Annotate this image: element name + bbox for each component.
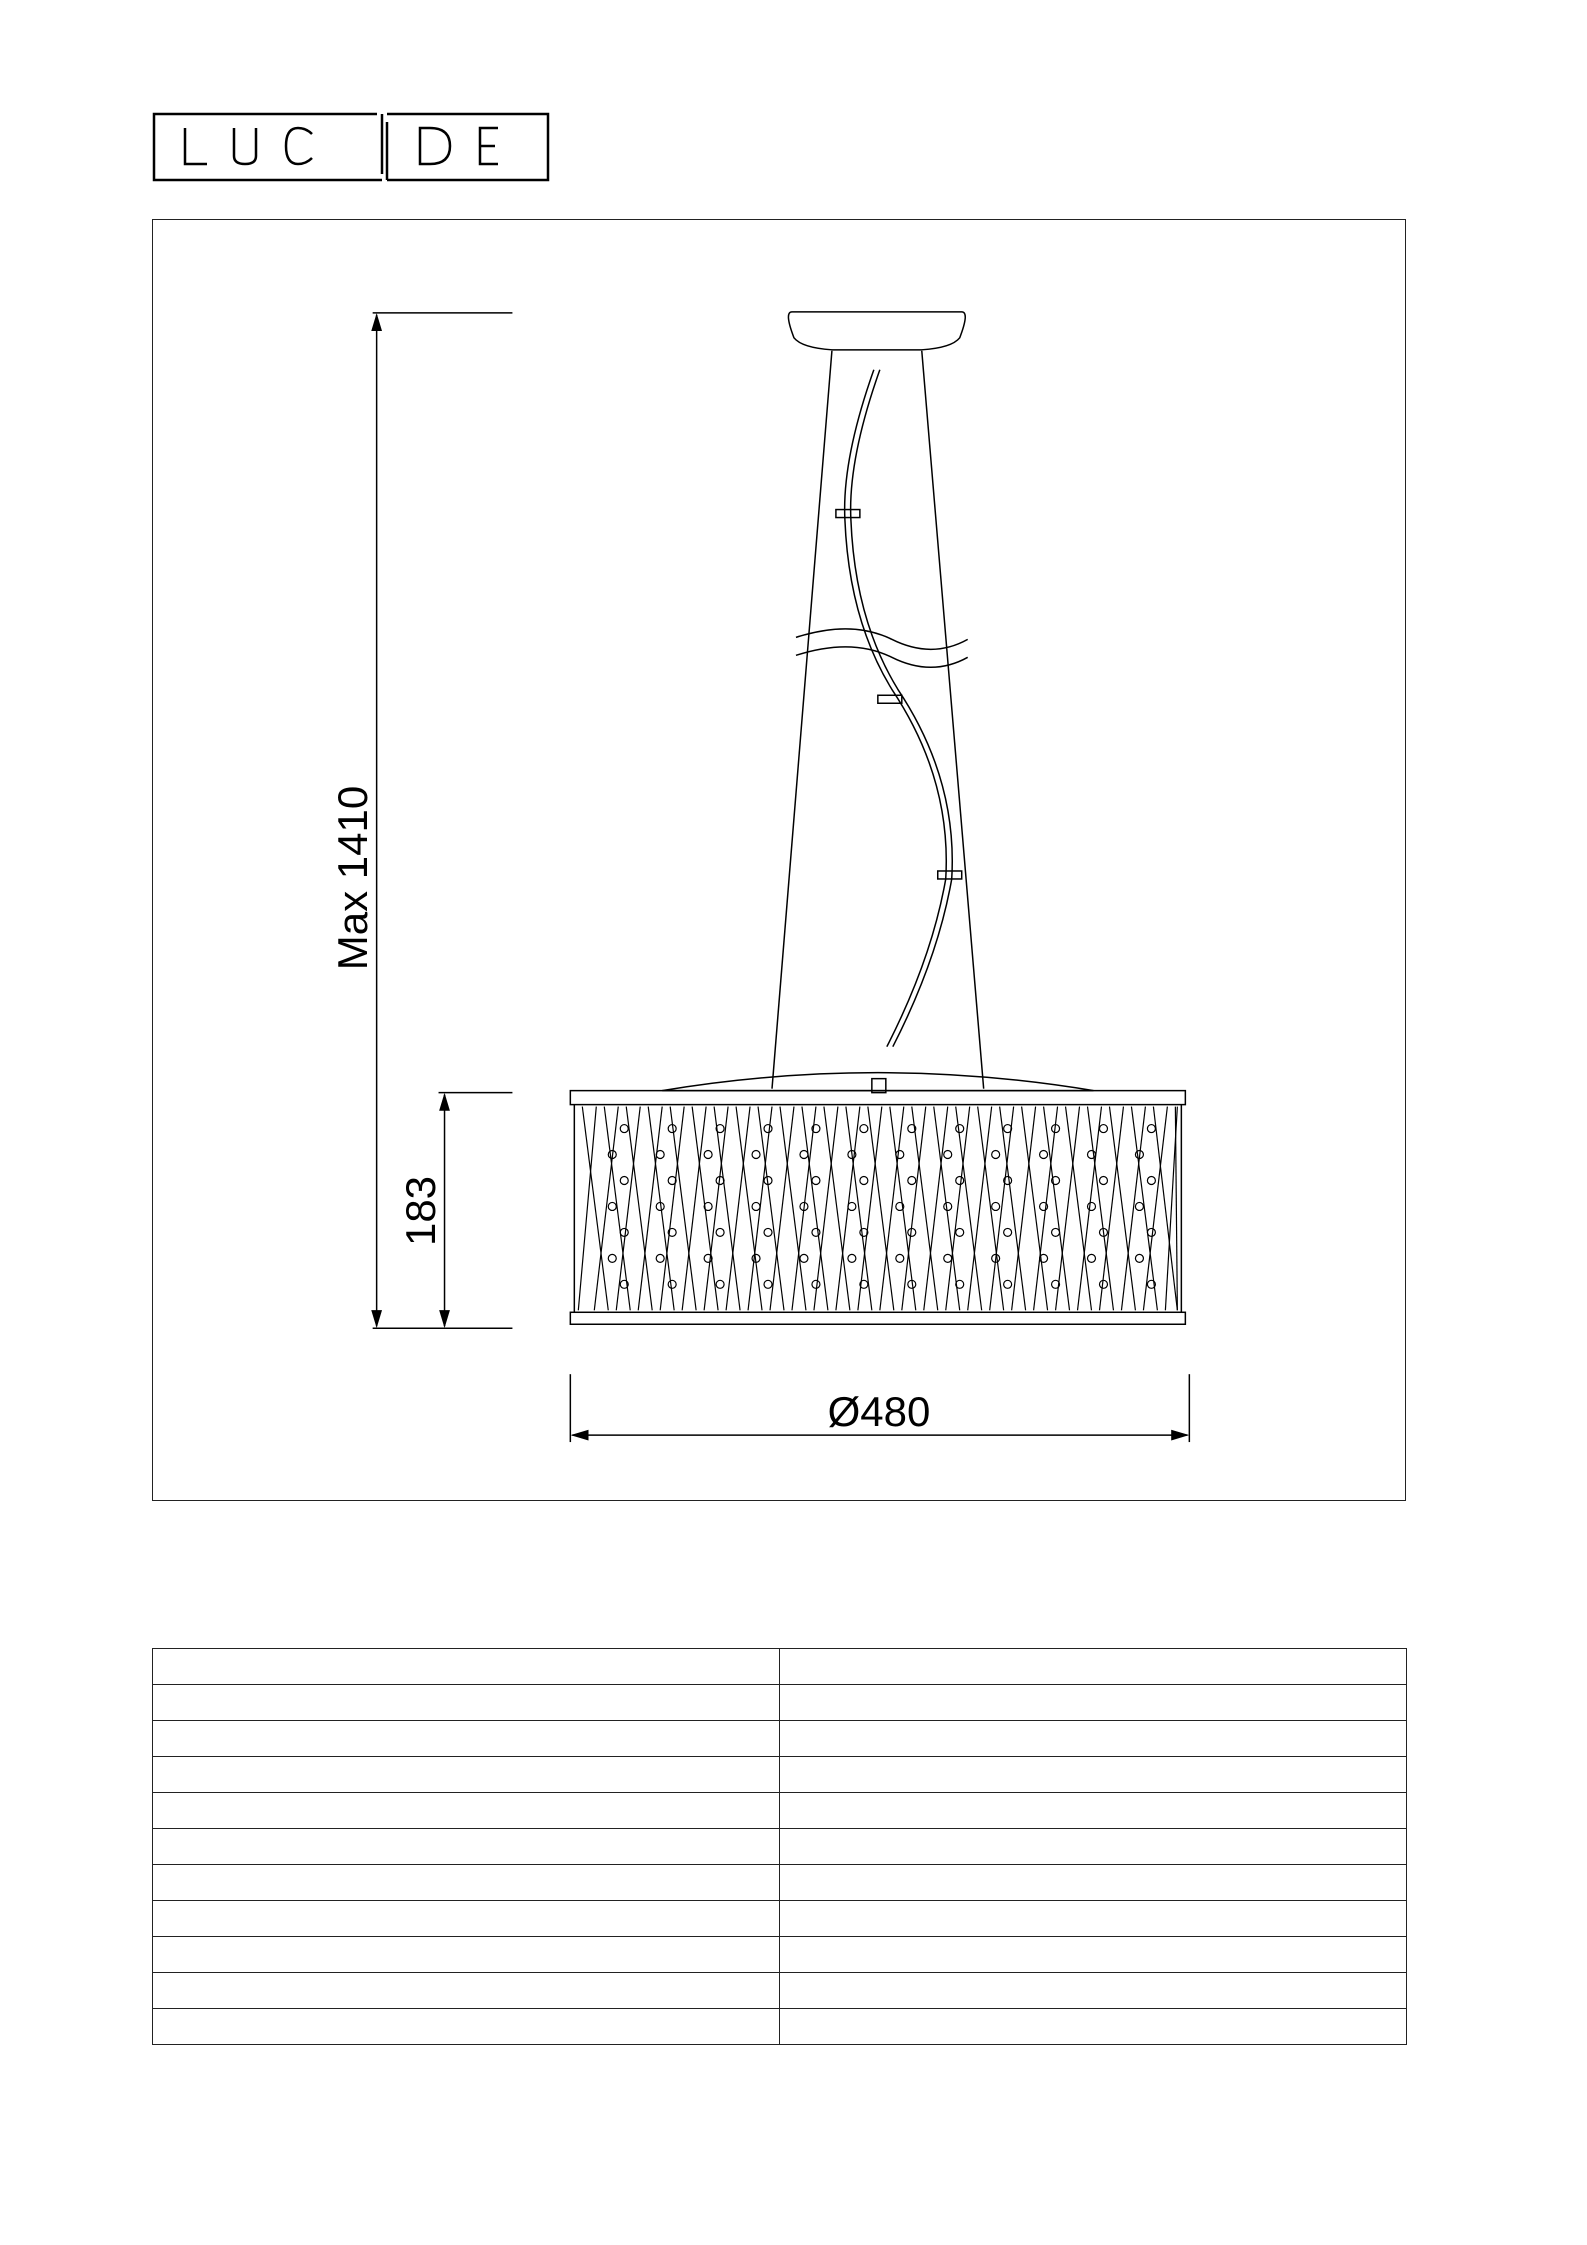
table-row <box>153 1865 1407 1901</box>
spec-value-cell <box>780 1865 1407 1901</box>
spec-value-cell <box>780 1721 1407 1757</box>
table-row <box>153 1829 1407 1865</box>
drum-bottom-rim <box>570 1312 1185 1324</box>
suspension-wire-left <box>772 351 832 1089</box>
spec-value-cell <box>780 2009 1407 2045</box>
drop-dimension-label: 183 <box>397 1175 444 1247</box>
spec-value-cell <box>780 1757 1407 1793</box>
spec-label-cell <box>153 1757 780 1793</box>
table-row <box>153 2009 1407 2045</box>
table-row <box>153 1937 1407 1973</box>
height-dimension-label: Max 1410 <box>329 785 376 971</box>
spec-label-cell <box>153 2009 780 2045</box>
spec-value-cell <box>780 1685 1407 1721</box>
table-row <box>153 1685 1407 1721</box>
spec-value-cell <box>780 1829 1407 1865</box>
table-row <box>153 1757 1407 1793</box>
spec-value-cell <box>780 1973 1407 2009</box>
table-row <box>153 1793 1407 1829</box>
brand-logo <box>152 112 550 182</box>
spec-value-cell <box>780 1937 1407 1973</box>
spec-label-cell <box>153 1937 780 1973</box>
table-row <box>153 1973 1407 2009</box>
spec-label-cell <box>153 1649 780 1685</box>
suspension-wire-right <box>922 351 984 1089</box>
power-cord <box>845 370 947 1047</box>
spec-value-cell <box>780 1793 1407 1829</box>
table-row <box>153 1901 1407 1937</box>
ceiling-canopy <box>788 312 965 350</box>
spec-label-cell <box>153 1901 780 1937</box>
spec-label-cell <box>153 1829 780 1865</box>
spec-value-cell <box>780 1649 1407 1685</box>
spec-label-cell <box>153 1973 780 2009</box>
specification-table <box>152 1648 1407 2045</box>
table-row <box>153 1649 1407 1685</box>
diameter-dimension-label: Ø480 <box>827 1388 931 1435</box>
lucide-logo-graphic <box>152 112 550 182</box>
spec-label-cell <box>153 1865 780 1901</box>
spec-label-cell <box>153 1685 780 1721</box>
table-row <box>153 1721 1407 1757</box>
spec-label-cell <box>153 1793 780 1829</box>
spec-value-cell <box>780 1901 1407 1937</box>
spec-label-cell <box>153 1721 780 1757</box>
